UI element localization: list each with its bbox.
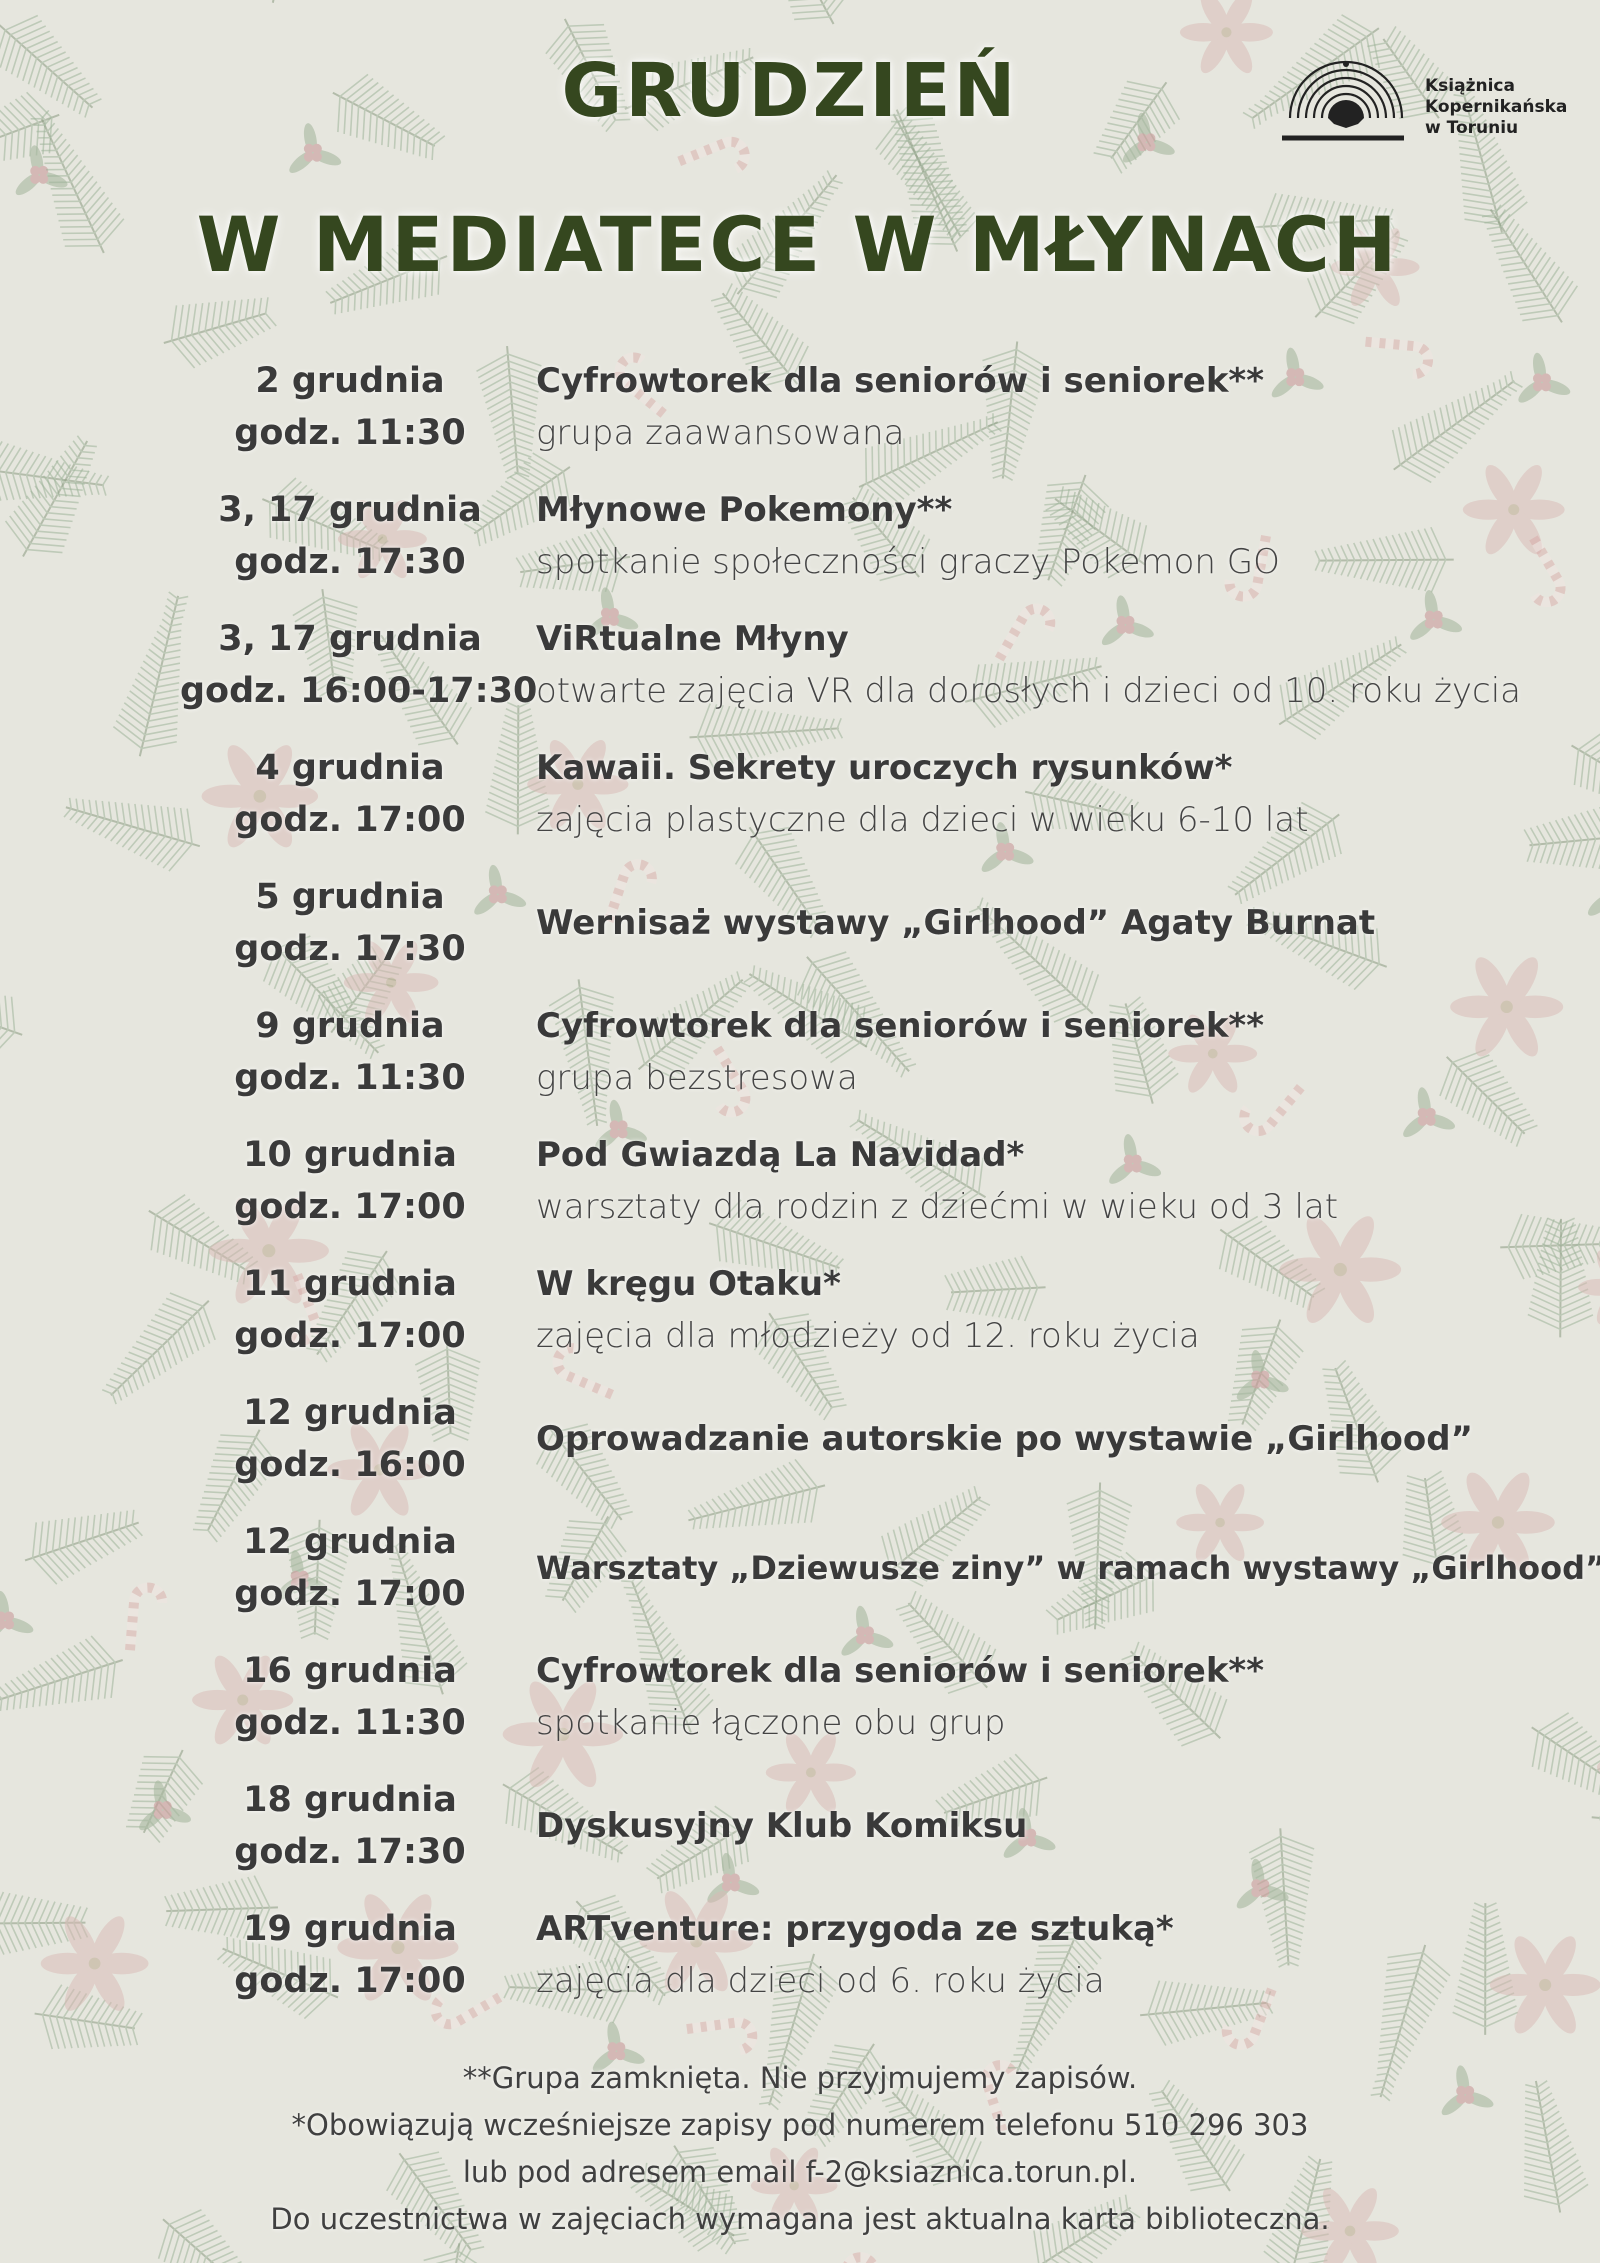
event-description: warsztaty dla rodzin z dziećmi w wieku od 3 lat bbox=[536, 1187, 1339, 1227]
event-day: 18 grudnia bbox=[243, 1780, 457, 1820]
event-time: godz. 16:00-17:30 bbox=[180, 671, 538, 711]
event-day: 2 grudnia bbox=[255, 361, 445, 401]
event-description: otwarte zajęcia VR dla dorosłych i dzieci od 10. roku życia bbox=[536, 671, 1522, 711]
page-title-venue: W MEDIATECE W MŁYNACH bbox=[196, 200, 1400, 289]
footer-note-library-card: Do uczestnictwa w zajęciach wymagana jest aktualna karta biblioteczna. bbox=[270, 2202, 1330, 2236]
event-title: Cyfrowtorek dla seniorów i seniorek** bbox=[536, 1006, 1264, 1046]
event-description: spotkanie łączone obu grup bbox=[536, 1703, 1006, 1743]
footer-notes bbox=[0, 2055, 1600, 2243]
footer-note-closed-group: **Grupa zamknięta. Nie przyjmujemy zapisów. bbox=[462, 2061, 1138, 2095]
event-date bbox=[190, 1645, 510, 1749]
event-date bbox=[190, 1516, 510, 1620]
event-title: Oprowadzanie autorskie po wystawie „Girlhood” bbox=[536, 1419, 1473, 1459]
event-row bbox=[0, 484, 1600, 594]
event-day: 3, 17 grudnia bbox=[218, 490, 482, 530]
event-time: godz. 17:00 bbox=[234, 1961, 466, 2001]
event-row bbox=[0, 871, 1600, 981]
event-date bbox=[190, 484, 510, 588]
event-row bbox=[0, 1129, 1600, 1239]
event-day: 3, 17 grudnia bbox=[218, 619, 482, 659]
event-row bbox=[0, 613, 1600, 723]
event-day: 12 grudnia bbox=[243, 1393, 457, 1433]
event-date bbox=[190, 1774, 510, 1878]
event-date bbox=[180, 613, 538, 717]
event-date bbox=[190, 742, 510, 846]
event-time: godz. 17:30 bbox=[234, 542, 466, 582]
event-day: 4 grudnia bbox=[255, 748, 445, 788]
logo-text-line3: w Toruniu bbox=[1425, 118, 1519, 138]
logo-text-line2: Kopernikańska bbox=[1425, 97, 1568, 117]
event-title: Dyskusyjny Klub Komiksu bbox=[536, 1806, 1028, 1846]
event-time: godz. 17:00 bbox=[234, 1316, 466, 1356]
event-title: Kawaii. Sekrety uroczych rysunków* bbox=[536, 748, 1233, 788]
event-row bbox=[0, 1774, 1600, 1884]
event-date bbox=[190, 1258, 510, 1362]
event-description: spotkanie społeczności graczy Pokemon GO bbox=[536, 542, 1280, 582]
event-row bbox=[0, 1903, 1600, 2013]
event-title: Wernisaż wystawy „Girlhood” Agaty Burnat bbox=[536, 903, 1376, 943]
event-time: godz. 17:30 bbox=[234, 929, 466, 969]
event-date bbox=[190, 1000, 510, 1104]
event-date bbox=[190, 871, 510, 975]
event-title: Młynowe Pokemony** bbox=[536, 490, 953, 530]
event-description: zajęcia dla młodzieży od 12. roku życia bbox=[536, 1316, 1200, 1356]
event-time: godz. 11:30 bbox=[234, 1703, 466, 1743]
event-title: ARTventure: przygoda ze sztuką* bbox=[536, 1909, 1174, 1949]
event-title: Cyfrowtorek dla seniorów i seniorek** bbox=[536, 361, 1264, 401]
event-title: Warsztaty „Dziewusze ziny” w ramach wystawy „Girlhood”* bbox=[536, 1549, 1600, 1587]
event-time: godz. 17:30 bbox=[234, 1832, 466, 1872]
event-description: grupa zaawansowana bbox=[536, 413, 905, 453]
event-description: zajęcia dla dzieci od 6. roku życia bbox=[536, 1961, 1105, 2001]
event-day: 9 grudnia bbox=[255, 1006, 445, 1046]
page-title-month: GRUDZIEŃ bbox=[561, 48, 1019, 134]
event-title: W kręgu Otaku* bbox=[536, 1264, 841, 1304]
footer-note-registration: *Obowiązują wcześniejsze zapisy pod numerem telefonu 510 296 303 bbox=[291, 2108, 1309, 2142]
event-day: 5 grudnia bbox=[255, 877, 445, 917]
event-day: 19 grudnia bbox=[243, 1909, 457, 1949]
event-row bbox=[0, 1645, 1600, 1755]
event-day: 11 grudnia bbox=[243, 1264, 457, 1304]
event-day: 16 grudnia bbox=[243, 1651, 457, 1691]
event-date bbox=[190, 1387, 510, 1491]
rainbow-arc-logo-icon bbox=[1282, 58, 1412, 148]
event-description: zajęcia plastyczne dla dzieci w wieku 6-10 lat bbox=[536, 800, 1309, 840]
event-row bbox=[0, 1516, 1600, 1626]
library-logo bbox=[1282, 58, 1568, 148]
event-date bbox=[190, 1903, 510, 2007]
event-description: grupa bezstresowa bbox=[536, 1058, 858, 1098]
event-row bbox=[0, 1000, 1600, 1110]
event-time: godz. 11:30 bbox=[234, 1058, 466, 1098]
event-day: 12 grudnia bbox=[243, 1522, 457, 1562]
footer-note-email: lub pod adresem email f-2@ksiaznica.torun.pl. bbox=[462, 2155, 1138, 2189]
event-time: godz. 17:00 bbox=[234, 1187, 466, 1227]
event-title: ViRtualne Młyny bbox=[536, 619, 849, 659]
event-row bbox=[0, 1387, 1600, 1497]
event-row bbox=[0, 742, 1600, 852]
event-date bbox=[190, 1129, 510, 1233]
event-time: godz. 17:00 bbox=[234, 1574, 466, 1614]
event-time: godz. 16:00 bbox=[234, 1445, 466, 1485]
event-title: Pod Gwiazdą La Navidad* bbox=[536, 1135, 1025, 1175]
event-day: 10 grudnia bbox=[243, 1135, 457, 1175]
event-time: godz. 11:30 bbox=[234, 413, 466, 453]
event-row bbox=[0, 355, 1600, 465]
event-title: Cyfrowtorek dla seniorów i seniorek** bbox=[536, 1651, 1264, 1691]
event-row bbox=[0, 1258, 1600, 1368]
event-time: godz. 17:00 bbox=[234, 800, 466, 840]
event-date bbox=[190, 355, 510, 459]
logo-text-line1: Książnica bbox=[1425, 76, 1515, 96]
